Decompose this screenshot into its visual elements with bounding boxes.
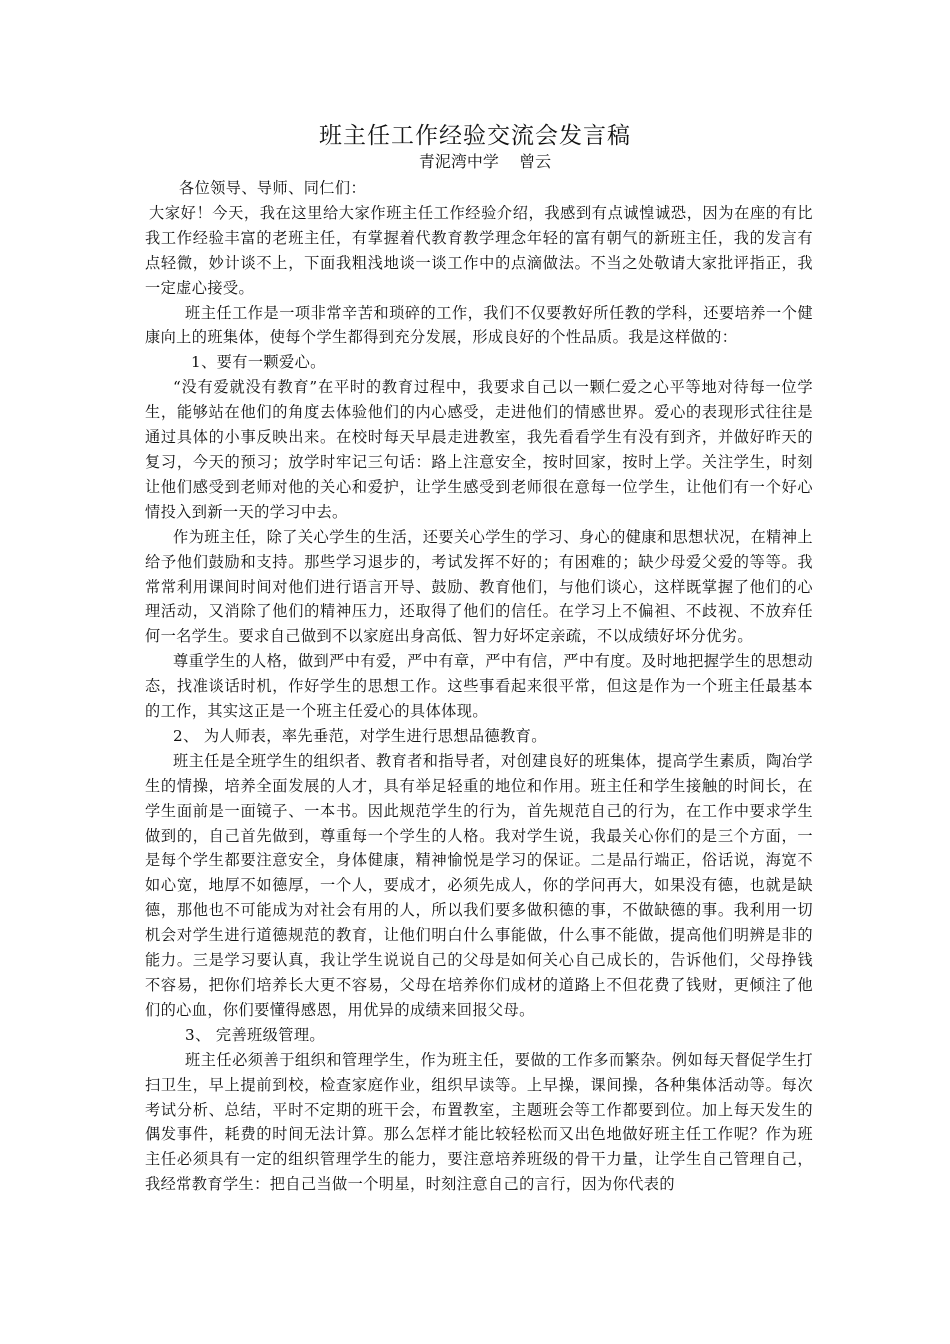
body-paragraph: 尊重学生的人格，做到严中有爱，严中有章，严中有信，严中有度。及时地把握学生的思想动态，找准谈话时机，作好学生的思想工作。这些事看起来很平常，但这是作为一个班主任最基本的工作，其实这正是一个班主任爱心的具体体现。 [145, 652, 813, 721]
section-heading: 1、要有一颗爱心。 [191, 353, 326, 372]
document-title: 班主任工作经验交流会发言稿 [319, 123, 631, 149]
salutation: 各位领导、导师、同仁们： [179, 179, 367, 197]
author-name: 曾云 [519, 152, 552, 171]
byline-gap [499, 152, 519, 171]
body-paragraph: 班主任必须善于组织和管理学生，作为班主任，要做的工作多而繁杂。例如每天督促学生打扫卫生，早上提前到校，检查家庭作业，组织早读等。上早操，课间操，各种集体活动等。每次考试分析、总结，平时不定期的班干会，布置教室，主题班会等工作都要到位。加上每天发生的偶发事件，耗费的时间无法计算。那么怎样才能比较轻松而又出色地做好班主任工作呢？作为班主任必须具有一定的组织管理学生的能力，要注意培养班级的骨干力量，让学生自己管理自己，我经常教育学生：把自己当做一个明星，时刻注意自己的言行，因为你代表的 [145, 1050, 813, 1194]
body-paragraph: 班主任是全班学生的组织者、教育者和指导者，对创建良好的班集体，提高学生素质，陶冶学生的情操，培养全面发展的人才，具有举足轻重的地位和作用。班主任和学生接触的时间长，在学生面前是一面镜子、一本书。因此规范学生的行为，首先规范自己的行为，在工作中要求学生做到的，自己首先做到，尊重每一个学生的人格。我对学生说，我最关心你们的是三个方面，一是每个学生都要注意安全，身体健康，精神愉悦是学习的保证。二是品行端正，俗话说，海宽不如心宽，地厚不如德厚，一个人，要成才，必须先成人，你的学问再大，如果没有德，也就是缺德，那他也不可能成为对社会有用的人，所以我们要多做积德的事，不做缺德的事。我利用一切机会对学生进行道德规范的教育，让他们明白什么事能做，什么事不能做，提高他们明辨是非的能力。三是学习要认真，我让学生说说自己的父母是如何关心自己成长的，告诉他们，父母挣钱不容易，把你们培养长大更不容易，父母在培养你们成材的道路上不但花费了钱财，更倾注了他们的心血，你们要懂得感恩，用优异的成绩来回报父母。 [145, 751, 813, 1019]
body-paragraph: 班主任工作是一项非常辛苦和琐碎的工作，我们不仅要教好所任教的学科，还要培养一个健康向上的班集体，使每个学生都得到充分发展，形成良好的个性品质。我是这样做的： [145, 303, 813, 347]
document-byline [0, 150, 950, 174]
author-school: 青泥湾中学 [418, 152, 499, 171]
body-paragraph: 大家好！今天，我在这里给大家作班主任工作经验介绍，我感到有点诚惶诚恐，因为在座的有比我工作经验丰富的老班主任，有掌握着代教育教学理念年轻的富有朝气的新班主任，我的发言有点轻微，妙计谈不上，下面我粗浅地谈一谈工作中的点滴做法。不当之处敬请大家批评指正，我一定虚心接受。 [145, 203, 813, 297]
body-paragraph: “没有爱就没有教育”在平时的教育过程中，我要求自己以一颗仁爱之心平等地对待每一位学生，能够站在他们的角度去体验他们的内心感受，走进他们的情感世界。爱心的表现形式往往是通过具体的小事反映出来。在校时每天早晨走进教室，我先看看学生有没有到齐，并做好昨天的复习，今天的预习；放学时牢记三句话：路上注意安全，按时回家，按时上学。关注学生，时刻让他们感受到老师对他的关心和爱护，让学生感受到老师很在意每一位学生，让他们有一个好心情投入到新一天的学习中去。 [145, 378, 813, 521]
section-heading: 2、 为人师表，率先垂范，对学生进行思想品德教育。 [173, 726, 547, 745]
document-body [145, 176, 813, 1197]
body-paragraph: 作为班主任，除了关心学生的生活，还要关心学生的学习、身心的健康和思想状况，在精神上给予他们鼓励和支持。那些学习退步的，考试发挥不好的；有困难的；缺少母爱父爱的等等。我常常利用课间时间对他们进行语言开导、鼓励、教育他们，与他们谈心，这样既掌握了他们的心理活动，又消除了他们的精神压力，还取得了他们的信任。在学习上不偏袒、不歧视、不放弃任何一名学生。要求自己做到不以家庭出身高低、智力好坏定亲疏，不以成绩好坏分优劣。 [145, 527, 813, 646]
section-heading: 3、 完善班级管理。 [185, 1025, 325, 1044]
